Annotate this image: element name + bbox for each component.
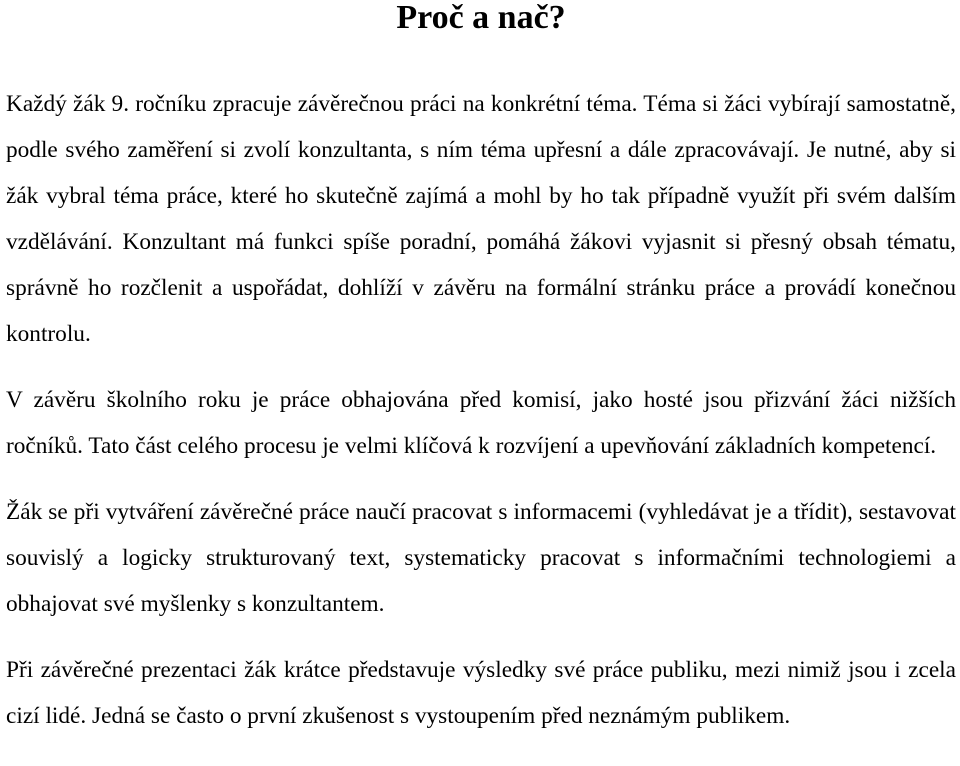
paragraph-skills: Žák se při vytváření závěrečné práce naučí pracovat s informacemi (vyhledávat je a třídit), sestavovat souvislý a logicky strukturovaný text, systematicky pracovat s informačními technologiemi a obhajovat své myšlenky s konzultantem. <box>6 499 956 617</box>
document-page <box>6 0 956 739</box>
page-title: Proč a nač? <box>396 0 566 36</box>
paragraph-assignment: Každý žák 9. ročníku zpracuje závěrečnou práci na konkrétní téma. Téma si žáci vybírají samostatně, podle svého zaměření si zvolí konzultanta, s ním téma upřesní a dále zpracovávají. Je nutné, aby si žák vybral téma práce, které ho skutečně zajímá a mohl by ho tak případně využít při svém dalším vzdělávání. Konzultant má funkci spíše poradní, pomáhá žákovi vyjasnit si přesný obsah tématu, správně ho rozčlenit a uspořádat, dohlíží v závěru na formální stránku práce a provádí konečnou kontrolu. <box>6 91 956 347</box>
paragraph-defense: V závěru školního roku je práce obhajována před komisí, jako hosté jsou přizvání žáci nižších ročníků. Tato část celého procesu je velmi klíčová k rozvíjení a upevňování základních kompetencí. <box>6 387 956 459</box>
paragraph-presentation: Při závěrečné prezentaci žák krátce představuje výsledky své práce publiku, mezi nimiž jsou i zcela cizí lidé. Jedná se často o první zkušenost s vystoupením před neznámým publikem. <box>6 657 956 729</box>
